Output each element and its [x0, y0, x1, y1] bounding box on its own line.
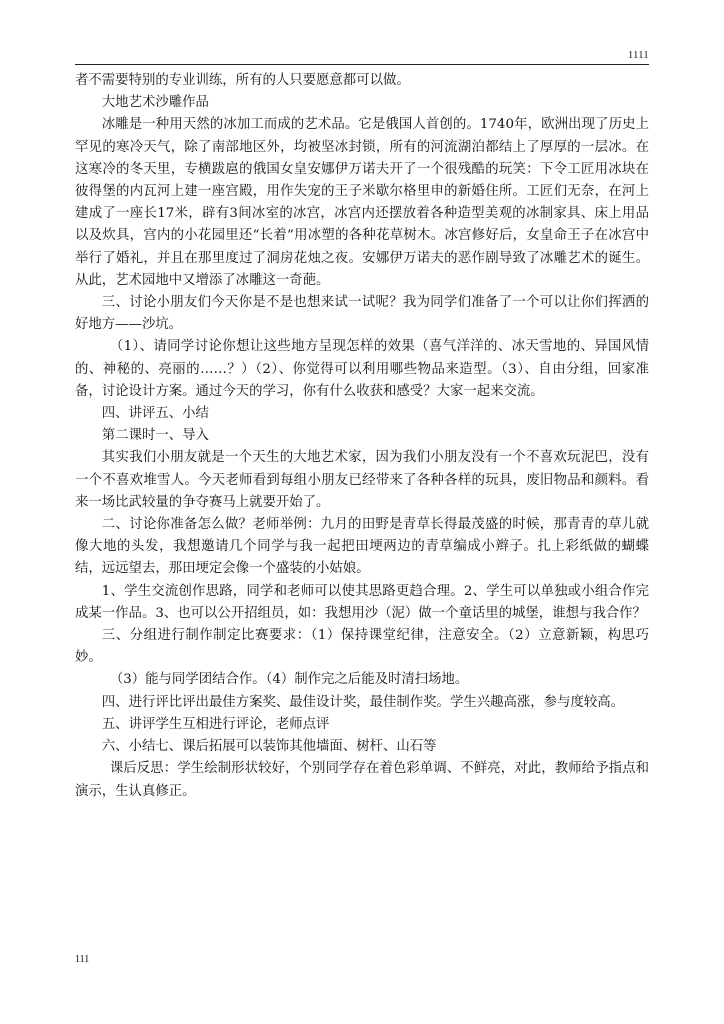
document-body: [75, 70, 649, 803]
paragraph-discussion-three: 三、讨论小朋友们今天你是不是也想来试一试呢？我为同学们准备了一个可以让你们挥洒的好地方——沙坑。: [75, 295, 649, 333]
paragraph-student-exchange: 1、学生交流创作思路，同学和老师可以使其思路更趋合理。2、学生可以单独或小组合作完成某一作品。3、也可以公开招组员，如：我想用沙（泥）做一个童话里的城堡，谁想与我合作？: [75, 583, 649, 621]
paragraph-reflection: 课后反思：学生绘制形状较好，个别同学存在着色彩单调、不鲜亮，对此，教师给予指点和演示，生认真修正。: [75, 761, 649, 799]
page-header-number: 1111: [628, 50, 649, 61]
paragraph-ice-sculpture: 冰雕是一种用天然的冰加工而成的艺术品。它是俄国人首创的。1740年，欧洲出现了历史上罕见的寒冷天气，除了南部地区外，均被坚冰封锁，所有的河流湖泊都结上了厚厚的一层冰。在这寒冷的冬天里，专横跋扈的俄国女皇安娜伊万诺夫开了一个很残酷的玩笑：下令工匠用冰块在彼得堡的内瓦河上建一座宫殿，用作失宠的王子米歇尔格里申的新婚住所。工匠们无奈，在河上建成了一座长17米，辟有3间冰室的冰宫，冰宫内还摆放着各种造型美观的冰制家具、床上用品以及炊具，宫内的小花园里还“长着”用冰塑的各种花草树木。冰宫修好后，女皇命王子在冰宫中举行了婚礼，并且在那里度过了洞房花烛之夜。安娜伊万诺夫的恶作剧导致了冰雕艺术的诞生。从此，艺术园地中又增添了冰雕这一奇葩。: [75, 117, 649, 288]
paragraph-discussion-plan: 二、讨论你准备怎么做？老师举例：九月的田野是青草长得最茂盛的时候，那青青的草儿就像大地的头发，我想邀请几个同学与我一起把田埂两边的青草编成小辫子。扎上彩纸做的蝴蝶结，远远望去，那田埂定会像一个盛装的小姑娘。: [75, 517, 649, 577]
paragraph-introduction: 其实我们小朋友就是一个天生的大地艺术家，因为我们小朋友没有一个不喜欢玩泥巴，没有一个不喜欢堆雪人。今天老师看到每组小朋友已经带来了各种各样的玩具，废旧物品和颜料。看来一场比武较量的争夺赛马上就要开始了。: [75, 450, 649, 510]
page-footer-number: 111: [75, 954, 90, 965]
heading-second-lesson: 第二课时一、导入: [101, 428, 209, 444]
heading-review-summary: 四、讲评五、小结: [101, 406, 209, 422]
section-heading-sand-sculpture: 大地艺术沙雕作品: [101, 95, 209, 111]
paragraph-group-requirements: 三、分组进行制作制定比赛要求：（1）保持课堂纪律，注意安全。（2）立意新颖，构思巧妙。: [75, 628, 649, 666]
paragraph-evaluation-awards: 四、进行评比评出最佳方案奖、最佳设计奖，最佳制作奖。学生兴趣高涨，参与度较高。: [101, 694, 625, 710]
paragraph-continuation: 者不需要特别的专业训练，所有的人只要愿意都可以做。: [75, 73, 410, 88]
paragraph-peer-review: 五、讲评学生互相进行评论，老师点评: [101, 716, 330, 732]
paragraph-discussion-points: （1）、请同学讨论你想让这些地方呈现怎样的效果（喜气洋洋的、冰天雪地的、异国风情的、神秘的、亮丽的……？）（2）、你觉得可以利用哪些物品来造型。（3）、自由分组，回家准备，讨论设计方案。通过今天的学习，你有什么收获和感受？大家一起来交流。: [75, 339, 649, 399]
header-rule: [75, 64, 649, 65]
paragraph-requirements-continued: （3）能与同学团结合作。（4）制作完之后能及时清扫场地。: [109, 672, 469, 688]
paragraph-summary-extension: 六、小结七、课后拓展可以装饰其他墙面、树杆、山石等: [101, 739, 437, 755]
